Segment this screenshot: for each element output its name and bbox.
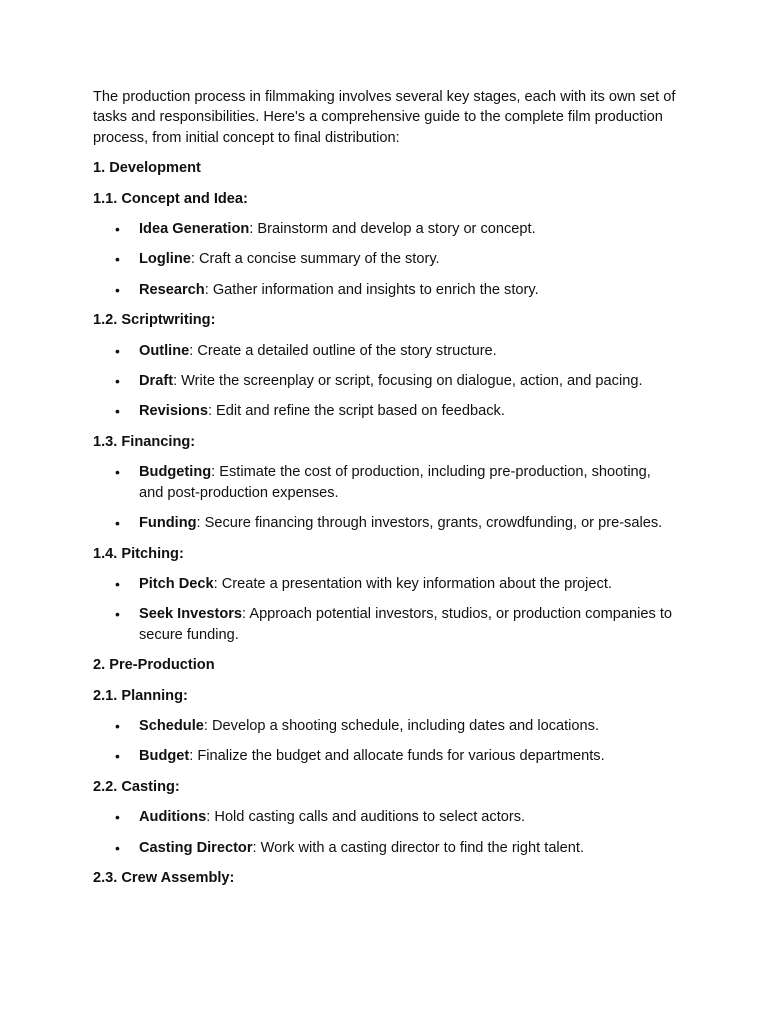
bullet-icon: • bbox=[115, 717, 120, 734]
list-item bbox=[93, 574, 678, 594]
subsection-heading-pitching: 1.4. Pitching: bbox=[93, 545, 184, 562]
item-text: : Approach potential investors, studios, or production companies to secure funding. bbox=[139, 606, 672, 643]
bullet-icon: • bbox=[115, 342, 120, 359]
bullet-icon: • bbox=[115, 839, 120, 856]
list-item bbox=[93, 716, 678, 736]
item-text: : Craft a concise summary of the story. bbox=[190, 251, 440, 268]
list-item bbox=[93, 807, 678, 827]
list-item bbox=[93, 249, 678, 269]
item-term: Logline bbox=[139, 251, 191, 268]
item-term: Seek Investors bbox=[139, 606, 243, 623]
item-term: Schedule bbox=[139, 717, 204, 734]
item-term: Idea Generation bbox=[139, 221, 250, 238]
item-term: Funding bbox=[139, 515, 197, 532]
bullet-icon: • bbox=[115, 403, 120, 420]
item-text: : Work with a casting director to find the right talent. bbox=[252, 839, 585, 856]
bullet-icon: • bbox=[115, 606, 120, 623]
bullet-icon: • bbox=[115, 373, 120, 390]
item-text: : Finalize the budget and allocate funds for various departments. bbox=[189, 748, 605, 765]
subsection-heading-casting: 2.2. Casting: bbox=[93, 778, 180, 795]
bullet-icon: • bbox=[115, 575, 120, 592]
item-text: : Secure financing through investors, grants, crowdfunding, or pre-sales. bbox=[196, 515, 663, 532]
item-text: : Gather information and insights to enrich the story. bbox=[204, 281, 539, 298]
item-term: Budget bbox=[139, 748, 190, 765]
item-text: : Develop a shooting schedule, including dates and locations. bbox=[203, 717, 599, 734]
bullet-icon: • bbox=[115, 251, 120, 268]
item-text: : Write the screenplay or script, focusing on dialogue, action, and pacing. bbox=[173, 373, 643, 390]
item-text: : Estimate the cost of production, including pre-production, shooting, and post-production expenses. bbox=[139, 464, 651, 501]
bullet-icon: • bbox=[115, 464, 120, 481]
section-heading-preproduction: 2. Pre-Production bbox=[93, 657, 215, 674]
item-term: Revisions bbox=[139, 403, 208, 420]
subsection-heading-concept: 1.1. Concept and Idea: bbox=[93, 190, 248, 207]
bullet-icon: • bbox=[115, 748, 120, 765]
bullet-icon: • bbox=[115, 515, 120, 532]
item-text: : Brainstorm and develop a story or concept. bbox=[249, 221, 536, 238]
list-item bbox=[93, 746, 678, 766]
list-item bbox=[93, 341, 678, 361]
item-term: Draft bbox=[139, 373, 174, 390]
bullet-icon: • bbox=[115, 281, 120, 298]
bullet-list-financing bbox=[93, 462, 678, 533]
item-term: Casting Director bbox=[139, 839, 253, 856]
item-text: : Create a presentation with key information about the project. bbox=[213, 575, 612, 592]
item-text: : Create a detailed outline of the story structure. bbox=[189, 342, 497, 359]
list-item bbox=[93, 462, 678, 503]
subsection-heading-planning: 2.1. Planning: bbox=[93, 687, 188, 704]
list-item bbox=[93, 838, 678, 858]
list-item bbox=[93, 401, 678, 421]
item-term: Budgeting bbox=[139, 464, 212, 481]
item-term: Outline bbox=[139, 342, 190, 359]
bullet-icon: • bbox=[115, 221, 120, 238]
bullet-list-pitching bbox=[93, 574, 678, 645]
item-text: : Edit and refine the script based on feedback. bbox=[207, 403, 505, 420]
bullet-list-casting bbox=[93, 807, 678, 858]
bullet-list-scriptwriting bbox=[93, 341, 678, 422]
subsection-heading-crew: 2.3. Crew Assembly: bbox=[93, 869, 235, 886]
subsection-heading-scriptwriting: 1.2. Scriptwriting: bbox=[93, 312, 216, 329]
bullet-icon: • bbox=[115, 809, 120, 826]
intro-paragraph: The production process in filmmaking involves several key stages, each with its own set of tasks and responsibilities. Here's a comprehensive guide to the complete film production process, from initial concept to final distribution: bbox=[93, 89, 676, 146]
subsection-heading-financing: 1.3. Financing: bbox=[93, 433, 196, 450]
item-text: : Hold casting calls and auditions to select actors. bbox=[206, 809, 526, 826]
list-item bbox=[93, 604, 678, 645]
list-item bbox=[93, 280, 678, 300]
item-term: Research bbox=[139, 281, 205, 298]
list-item bbox=[93, 219, 678, 239]
item-term: Pitch Deck bbox=[139, 575, 214, 592]
list-item bbox=[93, 371, 678, 391]
list-item bbox=[93, 513, 678, 533]
bullet-list-planning bbox=[93, 716, 678, 767]
item-term: Auditions bbox=[139, 809, 207, 826]
bullet-list-concept bbox=[93, 219, 678, 300]
section-heading-development: 1. Development bbox=[93, 160, 201, 177]
